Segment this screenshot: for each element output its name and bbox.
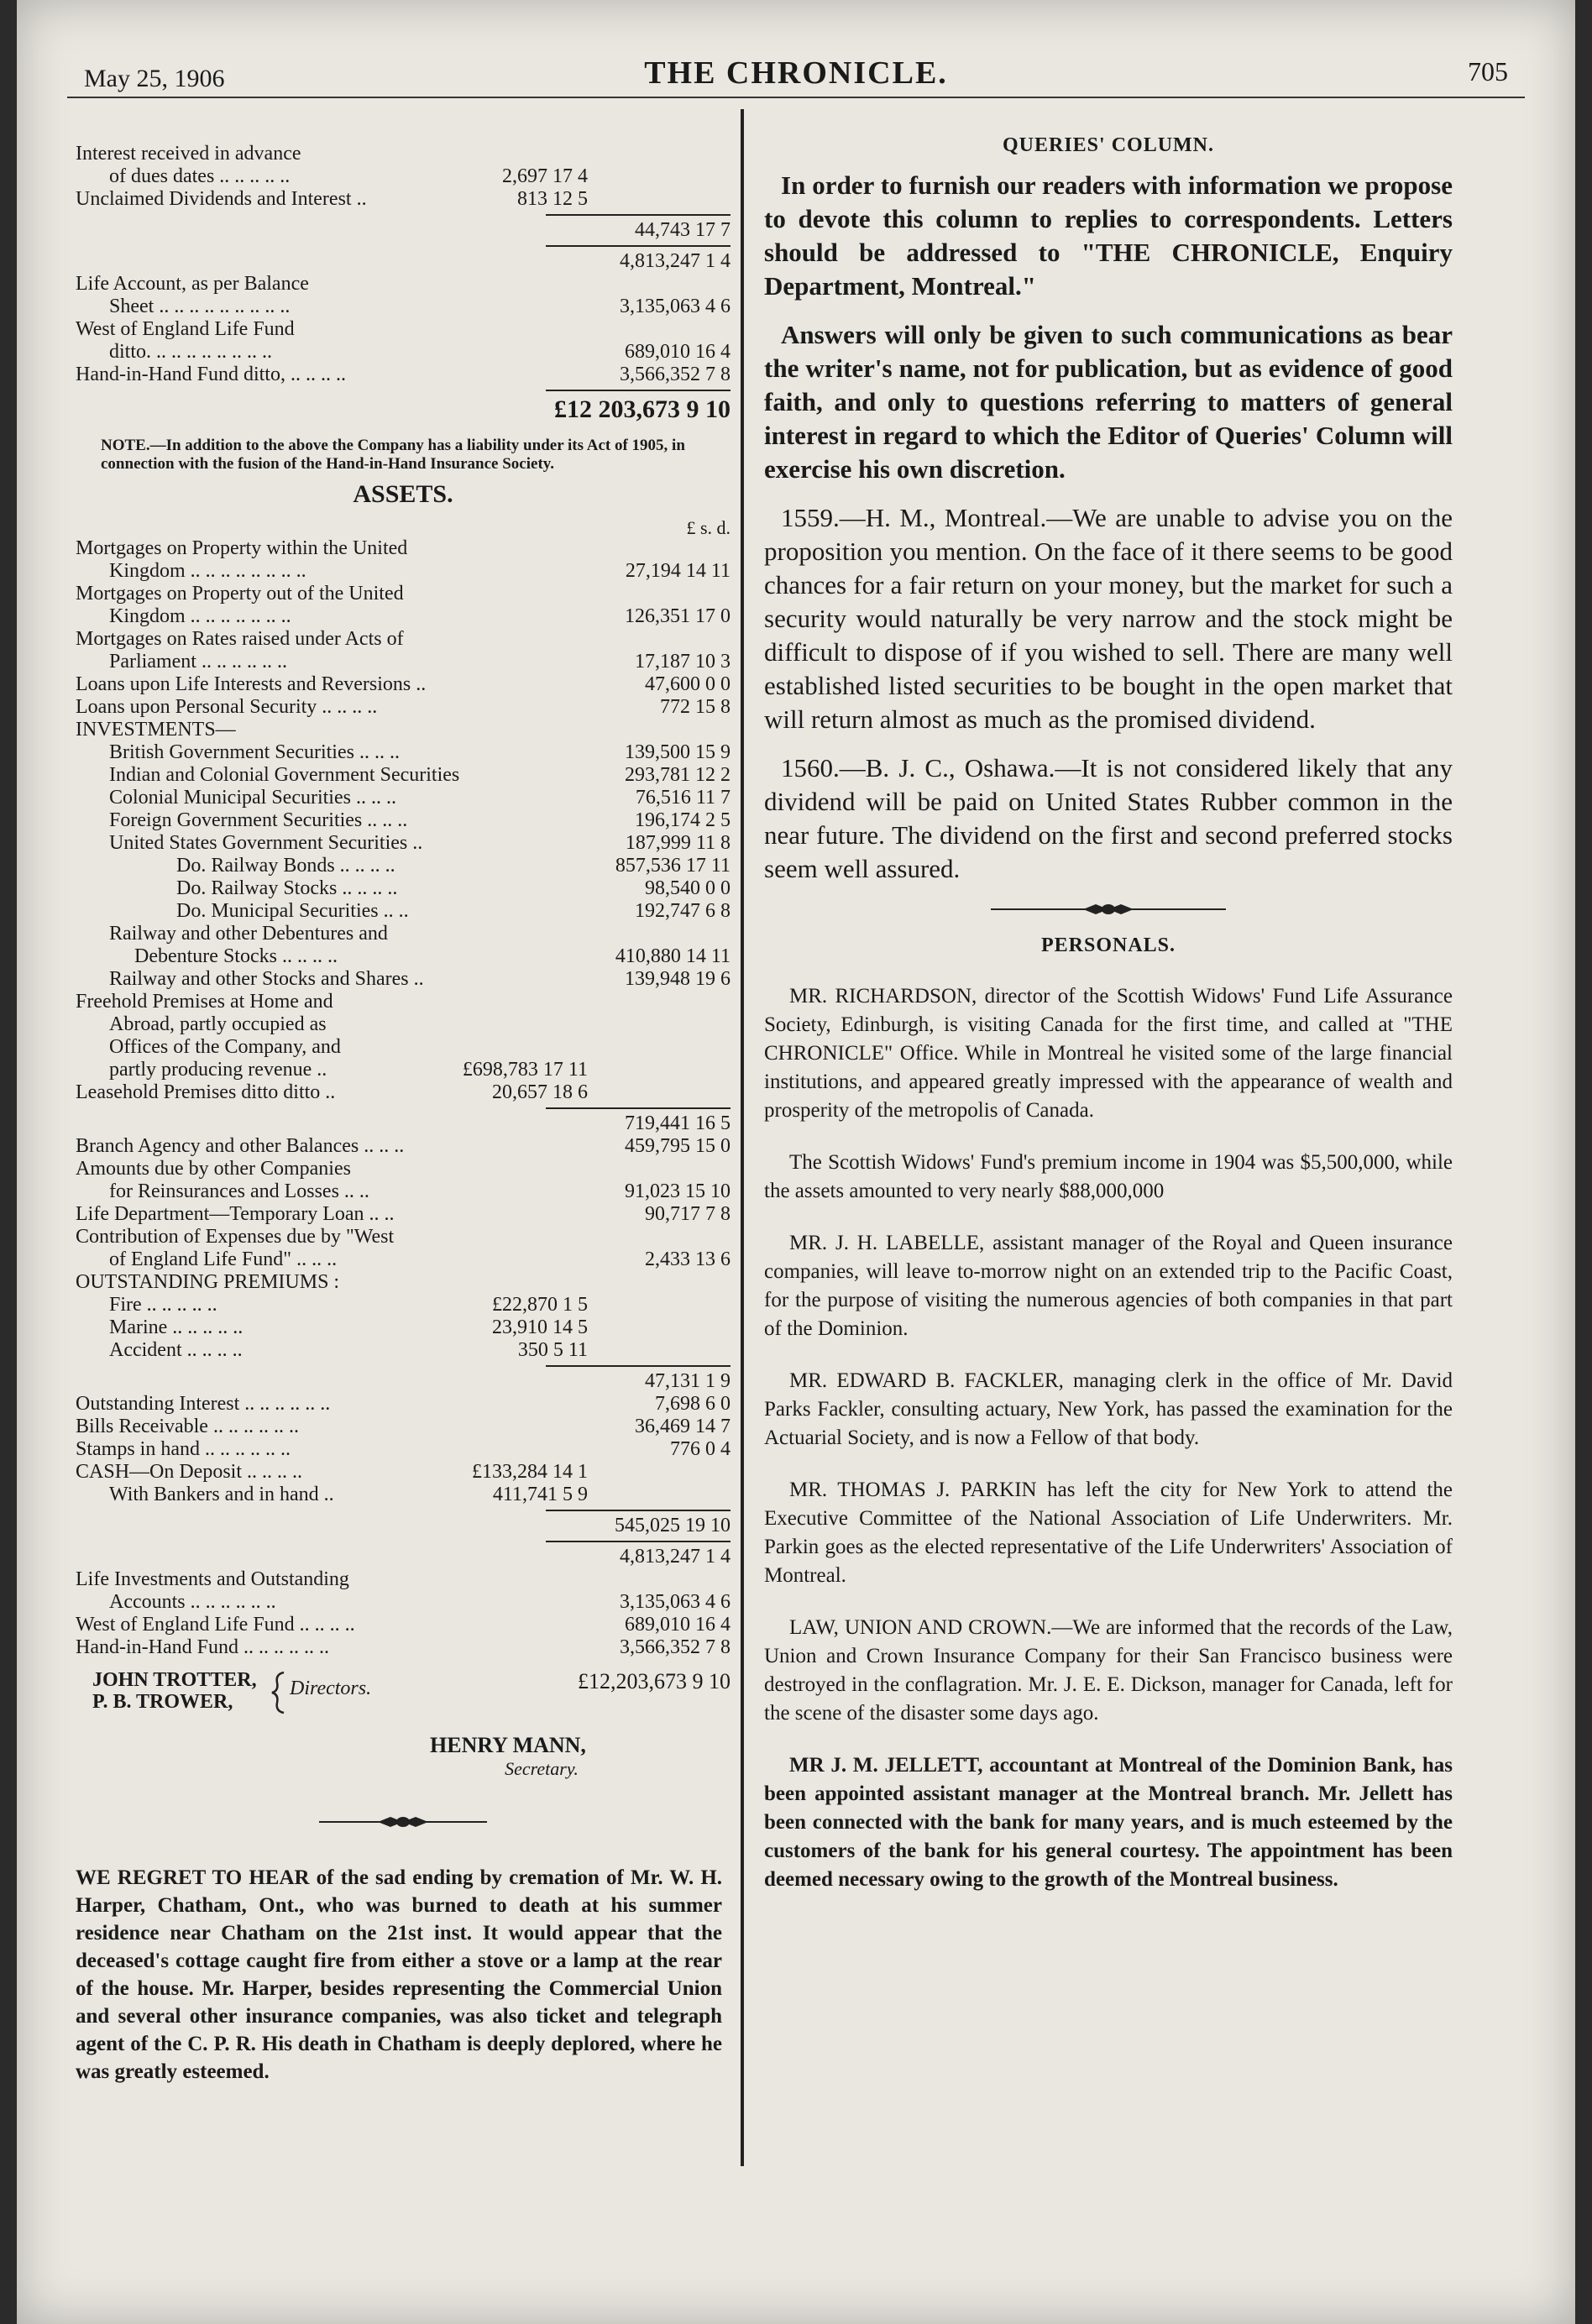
ledger-amount: 3,566,352 7 8 — [620, 364, 731, 385]
ledger-label: Freehold Premises at Home and — [76, 991, 333, 1013]
liabilities-table — [76, 143, 731, 386]
ledger-amount: 44,743 17 7 — [635, 219, 731, 241]
ledger-row — [76, 651, 731, 673]
personal-text: managing clerk in the office of Mr. David Parks Fackler, consulting actuary, New York, has passed the examination for the Actuarial Society, and is now a Fellow of that body. — [764, 1369, 1453, 1449]
ledger-row — [76, 1339, 731, 1362]
ledger-row — [76, 877, 731, 900]
newspaper-title: THE CHRONICLE. — [644, 55, 948, 91]
ledger-label: Debenture Stocks .. .. .. .. — [134, 945, 338, 967]
ledger-row — [76, 583, 731, 605]
ledger-amount: 139,948 19 6 — [625, 968, 731, 990]
ledger-row — [76, 855, 731, 877]
left-column — [76, 143, 731, 2086]
harper-text: of the sad ending by cremation of Mr. W. H. Harper, Chatham, Ont., who was burned to death at his summer residence near Chatham on the 21st inst. It would appear that the deceased's cottage caught fire from either a stove or a lamp at the rear of the house. Mr. Harper, besides representing the Commercial Union and several other insurance companies, was also ticket and telegraph agent of the C. P. R. His death in Chatham is deeply deplored, where he was greatly esteemed. — [76, 1866, 723, 2083]
ledger-label: for Reinsurances and Losses .. .. — [109, 1180, 369, 1202]
ledger-row — [76, 364, 731, 386]
ledger-label: Hand-in-Hand Fund .. .. .. .. .. .. — [76, 1636, 329, 1658]
assets-table — [76, 537, 731, 1659]
ledger-row — [76, 1135, 731, 1158]
ledger-amount: 7,698 6 0 — [655, 1393, 731, 1415]
ledger-amount: 90,717 7 8 — [645, 1203, 731, 1225]
ledger-label: Accident .. .. .. .. — [109, 1339, 243, 1361]
ledger-amount: 689,010 16 4 — [625, 1614, 731, 1636]
ledger-label: Railway and other Stocks and Shares .. — [109, 968, 424, 990]
ledger-amount: 3,135,063 4 6 — [620, 296, 731, 317]
query-1560: 1560.—B. J. C., Oshawa.—It is not considered likely that any dividend will be paid on United States Rubber common in the near future. The dividend on the first and second preferred stocks seem well assured. — [764, 753, 1453, 883]
ledger-amount: 91,023 15 10 — [625, 1180, 731, 1202]
ledger-amount: 410,880 14 11 — [615, 945, 731, 967]
personal-name: MR. EDWARD B. FACKLER, — [789, 1369, 1064, 1392]
ledger-row — [76, 1294, 731, 1316]
ledger-row — [76, 1416, 731, 1438]
ledger-label: Life Account, as per Balance — [76, 273, 309, 295]
ledger-row — [76, 1636, 731, 1659]
ledger-row — [76, 968, 731, 991]
ledger-amount: 459,795 15 0 — [625, 1135, 731, 1157]
ledger-label: Colonial Municipal Securities .. .. .. — [109, 787, 396, 809]
ledger-row — [76, 900, 731, 923]
ledger-row — [76, 219, 731, 242]
ledger-label: Marine .. .. .. .. .. — [109, 1316, 244, 1338]
personal-text: has left the city for New York to attend the Executive Committee of the National Association of Life Underwriters. Mr. Parkin goes as the elected representative of the Life Underwriters' Association of Montreal. — [764, 1479, 1453, 1587]
ledger-row — [76, 1180, 731, 1203]
queries-intro: In order to furnish our readers with information we propose to devote this column to replies to correspondents. Letters should be addressed to "THE CHRONICLE, Enquiry Department, Montreal." — [764, 170, 1453, 301]
harper-paragraph — [76, 1864, 731, 2086]
ledger-amount: 17,187 10 3 — [635, 651, 731, 673]
ledger-label: Contribution of Expenses due by "West — [76, 1226, 395, 1248]
personal-item — [764, 1751, 1453, 1894]
ledger-subamount: £133,284 14 1 — [472, 1461, 588, 1483]
ledger-row — [76, 696, 731, 719]
ledger-amount: 36,469 14 7 — [635, 1416, 731, 1437]
ledger-label: Leasehold Premises ditto ditto .. — [76, 1081, 336, 1103]
ledger-label: of England Life Fund" .. .. .. — [109, 1248, 338, 1270]
director-name: JOHN TROTTER, — [92, 1669, 257, 1691]
harper-lead: WE REGRET TO HEAR — [76, 1866, 310, 1889]
ledger-label: Unclaimed Dividends and Interest .. — [76, 188, 367, 210]
ledger-amount: 3,135,063 4 6 — [620, 1591, 731, 1613]
ledger-amount: 772 15 8 — [660, 696, 731, 718]
subtotal-rule — [546, 245, 731, 247]
ledger-row — [76, 1393, 731, 1416]
ledger-label: of dues dates .. .. .. .. .. — [109, 165, 291, 187]
ledger-label: Parliament .. .. .. .. .. .. — [109, 651, 287, 673]
ledger-label: Loans upon Life Interests and Reversions .. — [76, 673, 427, 695]
ledger-row — [76, 1591, 731, 1614]
liability-note: NOTE.—In addition to the above the Company has a liability under its Act of 1905, in connection with the fusion of the Hand-in-Hand Insurance Society. — [101, 437, 685, 473]
ledger-label: Amounts due by other Companies — [76, 1158, 351, 1180]
ledger-amount: 196,174 2 5 — [635, 809, 731, 831]
ledger-row — [76, 673, 731, 696]
personal-name: MR. RICHARDSON, — [789, 985, 977, 1008]
ledger-row — [76, 1515, 731, 1537]
ledger-row — [76, 296, 731, 318]
ledger-amount: 3,566,352 7 8 — [620, 1636, 731, 1658]
ledger-amount: 98,540 0 0 — [645, 877, 731, 899]
ledger-label: United States Government Securities .. — [109, 832, 423, 854]
ledger-label: OUTSTANDING PREMIUMS : — [76, 1271, 340, 1293]
ledger-amount: 776 0 4 — [670, 1438, 731, 1460]
ledger-label: West of England Life Fund .. .. .. .. — [76, 1614, 355, 1636]
issue-date: May 25, 1906 — [84, 65, 225, 92]
ledger-label: Accounts .. .. .. .. .. .. — [109, 1591, 276, 1613]
page-header — [67, 46, 1525, 98]
personal-item — [764, 1229, 1453, 1343]
ledger-amount: 545,025 19 10 — [615, 1515, 731, 1536]
queries-intro: Answers will only be given to such communications as bear the writer's name, not for publication, but as evidence of good faith, and only to questions referring to matters of general interest in regard to which the Editor of Queries' Column will exercise his own discretion. — [764, 320, 1453, 484]
personals-heading: PERSONALS. — [1040, 934, 1176, 956]
ledger-row — [76, 923, 731, 945]
ledger-label: Outstanding Interest .. .. .. .. .. .. — [76, 1393, 331, 1415]
subtotal-rule — [546, 1107, 731, 1109]
ledger-row — [76, 945, 731, 968]
director-names — [92, 1669, 257, 1713]
secretary-name: HENRY MANN, — [430, 1733, 586, 1757]
newspaper-page — [17, 0, 1575, 2324]
personal-text: The Scottish Widows' Fund's premium income in 1904 was $5,500,000, while the assets amounted to very nearly $88,000,000 — [764, 1151, 1453, 1202]
ledger-row — [76, 764, 731, 787]
ledger-label: Fire .. .. .. .. .. — [109, 1294, 217, 1316]
ledger-label: Kingdom .. .. .. .. .. .. .. — [109, 605, 291, 627]
brace-icon — [270, 1671, 287, 1714]
personal-item — [764, 1367, 1453, 1452]
ledger-amount: 47,600 0 0 — [645, 673, 731, 695]
ledger-amount: 2,433 13 6 — [645, 1248, 731, 1270]
ledger-amount: 192,747 6 8 — [635, 900, 731, 922]
ledger-amount: 76,516 11 7 — [635, 787, 731, 809]
ledger-label: Abroad, partly occupied as — [109, 1013, 327, 1035]
ledger-label: West of England Life Fund — [76, 318, 295, 340]
grand-total-row — [76, 395, 731, 425]
ledger-row — [76, 1484, 731, 1506]
ledger-row — [76, 1370, 731, 1393]
lsd-header — [76, 517, 731, 537]
ledger-label: Mortgages on Property within the United — [76, 537, 408, 559]
personal-name: LAW, UNION AND CROWN. — [789, 1616, 1052, 1639]
ledger-label: Indian and Colonial Government Securities — [109, 764, 460, 786]
total-rule — [546, 390, 731, 391]
ledger-label: With Bankers and in hand .. — [109, 1484, 334, 1505]
personal-text: director of the Scottish Widows' Fund Life Assurance Society, Edinburgh, is visiting Canada for the first time, and called at "THE CHRONICLE" Office. While in Montreal he visited some of the large financial institutions, and appeared greatly impressed with the appearance of wealth and prosperity of the metropolis of Canada. — [764, 985, 1453, 1122]
ledger-label: Life Investments and Outstanding — [76, 1568, 349, 1590]
ledger-subamount: 813 12 5 — [517, 188, 588, 210]
queries-heading: QUERIES' COLUMN. — [1002, 134, 1215, 156]
ledger-row — [76, 188, 731, 211]
ledger-row — [76, 341, 731, 364]
ledger-row — [76, 1248, 731, 1271]
ledger-label: Life Department—Temporary Loan .. .. — [76, 1203, 395, 1225]
ledger-amount: 689,010 16 4 — [625, 341, 731, 363]
personal-item — [764, 1614, 1453, 1728]
ledger-row — [76, 1438, 731, 1461]
signatures — [76, 1669, 731, 1728]
ledger-label: CASH—On Deposit .. .. .. .. — [76, 1461, 303, 1483]
ledger-subamount: £22,870 1 5 — [492, 1294, 588, 1316]
ledger-row — [76, 143, 731, 165]
ledger-subamount: 23,910 14 5 — [492, 1316, 588, 1338]
ledger-row — [76, 787, 731, 809]
ledger-row — [76, 605, 731, 628]
ledger-amount: 126,351 17 0 — [625, 605, 731, 627]
personal-item — [764, 1476, 1453, 1590]
right-column — [764, 134, 1453, 1918]
ledger-row — [76, 560, 731, 583]
ledger-label: Mortgages on Property out of the United — [76, 583, 404, 605]
ledger-label: Stamps in hand .. .. .. .. .. .. — [76, 1438, 291, 1460]
column-divider — [741, 109, 744, 2166]
ornament-icon — [991, 901, 1226, 918]
ledger-row — [76, 1203, 731, 1226]
ledger-row — [76, 1112, 731, 1135]
ledger-label: Do. Railway Bonds .. .. .. .. — [176, 855, 395, 877]
ledger-label: Do. Municipal Securities .. .. — [176, 900, 409, 922]
ledger-row — [76, 250, 731, 273]
ledger-label: Hand-in-Hand Fund ditto, .. .. .. .. — [76, 364, 346, 385]
personal-name: MR J. M. JELLETT, — [789, 1754, 983, 1777]
ledger-row — [76, 1226, 731, 1248]
directors-role: Directors. — [290, 1678, 372, 1699]
page-number: 705 — [1468, 56, 1508, 86]
ledger-label: Bills Receivable .. .. .. .. .. .. — [76, 1416, 299, 1437]
ledger-label: ditto. .. .. .. .. .. .. .. .. — [109, 341, 273, 363]
ledger-row — [76, 1036, 731, 1059]
personal-text: assistant manager of the Royal and Queen insurance companies, will leave to-morrow night on an extended trip to the Pacific Coast, for the purpose of visiting the numerous agencies of both companies in that part of the Dominion. — [764, 1232, 1453, 1340]
assets-heading: ASSETS. — [353, 480, 453, 508]
ledger-row — [76, 809, 731, 832]
subtotal-rule — [546, 1510, 731, 1511]
ledger-label: Foreign Government Securities .. .. .. — [109, 809, 408, 831]
ledger-label: Branch Agency and other Balances .. .. .. — [76, 1135, 405, 1157]
ledger-amount: 47,131 1 9 — [645, 1370, 731, 1392]
ledger-row — [76, 1013, 731, 1036]
ledger-subamount: 2,697 17 4 — [502, 165, 588, 187]
personal-item — [764, 982, 1453, 1125]
ledger-row — [76, 741, 731, 764]
ledger-amount: 139,500 15 9 — [625, 741, 731, 763]
ledger-row — [76, 1568, 731, 1591]
secretary-title: Secretary. — [505, 1758, 579, 1779]
subtotal-rule — [546, 1541, 731, 1542]
personal-item — [764, 1149, 1453, 1206]
ledger-subamount: 20,657 18 6 — [492, 1081, 588, 1103]
ledger-row — [76, 991, 731, 1013]
ledger-row — [76, 1081, 731, 1104]
ledger-row — [76, 537, 731, 560]
ledger-row — [76, 273, 731, 296]
ledger-row — [76, 832, 731, 855]
personal-name: MR. THOMAS J. PARKIN — [789, 1479, 1037, 1501]
ledger-amount: 4,813,247 1 4 — [620, 250, 731, 272]
ledger-row — [76, 1546, 731, 1568]
ledger-row — [76, 719, 731, 741]
ledger-label: Sheet .. .. .. .. .. .. .. .. .. — [109, 296, 291, 317]
director-name: P. B. TROWER, — [92, 1691, 233, 1713]
ledger-amount: 293,781 12 2 — [625, 764, 731, 786]
ledger-subamount: £698,783 17 11 — [462, 1059, 588, 1081]
ledger-amount: 27,194 14 11 — [625, 560, 731, 582]
ledger-subamount: 411,741 5 9 — [492, 1484, 588, 1505]
ledger-label: Loans upon Personal Security .. .. .. .. — [76, 696, 378, 718]
ledger-label: Offices of the Company, and — [109, 1036, 341, 1058]
ledger-amount: 719,441 16 5 — [625, 1112, 731, 1134]
ledger-label: Interest received in advance — [76, 143, 301, 165]
ledger-row — [76, 1158, 731, 1180]
ledger-label: Do. Railway Stocks .. .. .. .. — [176, 877, 398, 899]
ledger-subamount: 350 5 11 — [517, 1339, 588, 1361]
ledger-label: British Government Securities .. .. .. — [109, 741, 400, 763]
ledger-label: INVESTMENTS— — [76, 719, 236, 741]
personal-text: —We are informed that the records of the Law, Union and Crown Insurance Company for their San Francisco business were destroyed in the conflagration. Mr. J. E. E. Dickson, manager for Canada, left for the scene of the disaster some days ago. — [764, 1616, 1453, 1725]
ledger-row — [76, 1059, 731, 1081]
ledger-row — [76, 1271, 731, 1294]
subtotal-rule — [546, 1365, 731, 1367]
ledger-row — [76, 318, 731, 341]
ledger-row — [76, 1316, 731, 1339]
ledger-amount: 857,536 17 11 — [615, 855, 731, 877]
ledger-row — [76, 165, 731, 188]
ledger-amount: 4,813,247 1 4 — [620, 1546, 731, 1568]
ledger-label: partly producing revenue .. — [109, 1059, 327, 1081]
ledger-row — [76, 628, 731, 651]
personal-text: accountant at Montreal of the Dominion Bank, has been appointed assistant manager at the Montreal branch. Mr. Jellett has been connected with the bank for many years, and is much esteemed by the customers of the bank for his general courtesy. The appointment has been deemed necessary owing to the growth of the Montreal business. — [764, 1754, 1453, 1891]
ledger-label: Mortgages on Rates raised under Acts of — [76, 628, 404, 650]
ledger-row — [76, 1461, 731, 1484]
personal-name: MR. J. H. LABELLE, — [789, 1232, 985, 1254]
ledger-label: Railway and other Debentures and — [109, 923, 388, 945]
grand-total: £12 203,673 9 10 — [554, 395, 731, 423]
signature-total: £12,203,673 9 10 — [578, 1669, 731, 1693]
personals-list — [764, 982, 1453, 1894]
subtotal-rule — [546, 214, 731, 216]
lsd-header-text: £ s. d. — [686, 517, 731, 538]
ledger-amount: 187,999 11 8 — [625, 832, 731, 854]
ledger-label: Kingdom .. .. .. .. .. .. .. .. — [109, 560, 306, 582]
query-1559: 1559.—H. M., Montreal.—We are unable to advise you on the proposition you mention. On the face of it there seems to be good chances for a fair return on your money, but the market for such a security would naturally be very narrow and the stock might be difficult to dispose of if you wished to sell. There are many well established listed securities to be bought in the open market that will return almost as much as the promised dividend. — [764, 503, 1453, 734]
ledger-row — [76, 1614, 731, 1636]
ornament-icon — [319, 1814, 487, 1830]
